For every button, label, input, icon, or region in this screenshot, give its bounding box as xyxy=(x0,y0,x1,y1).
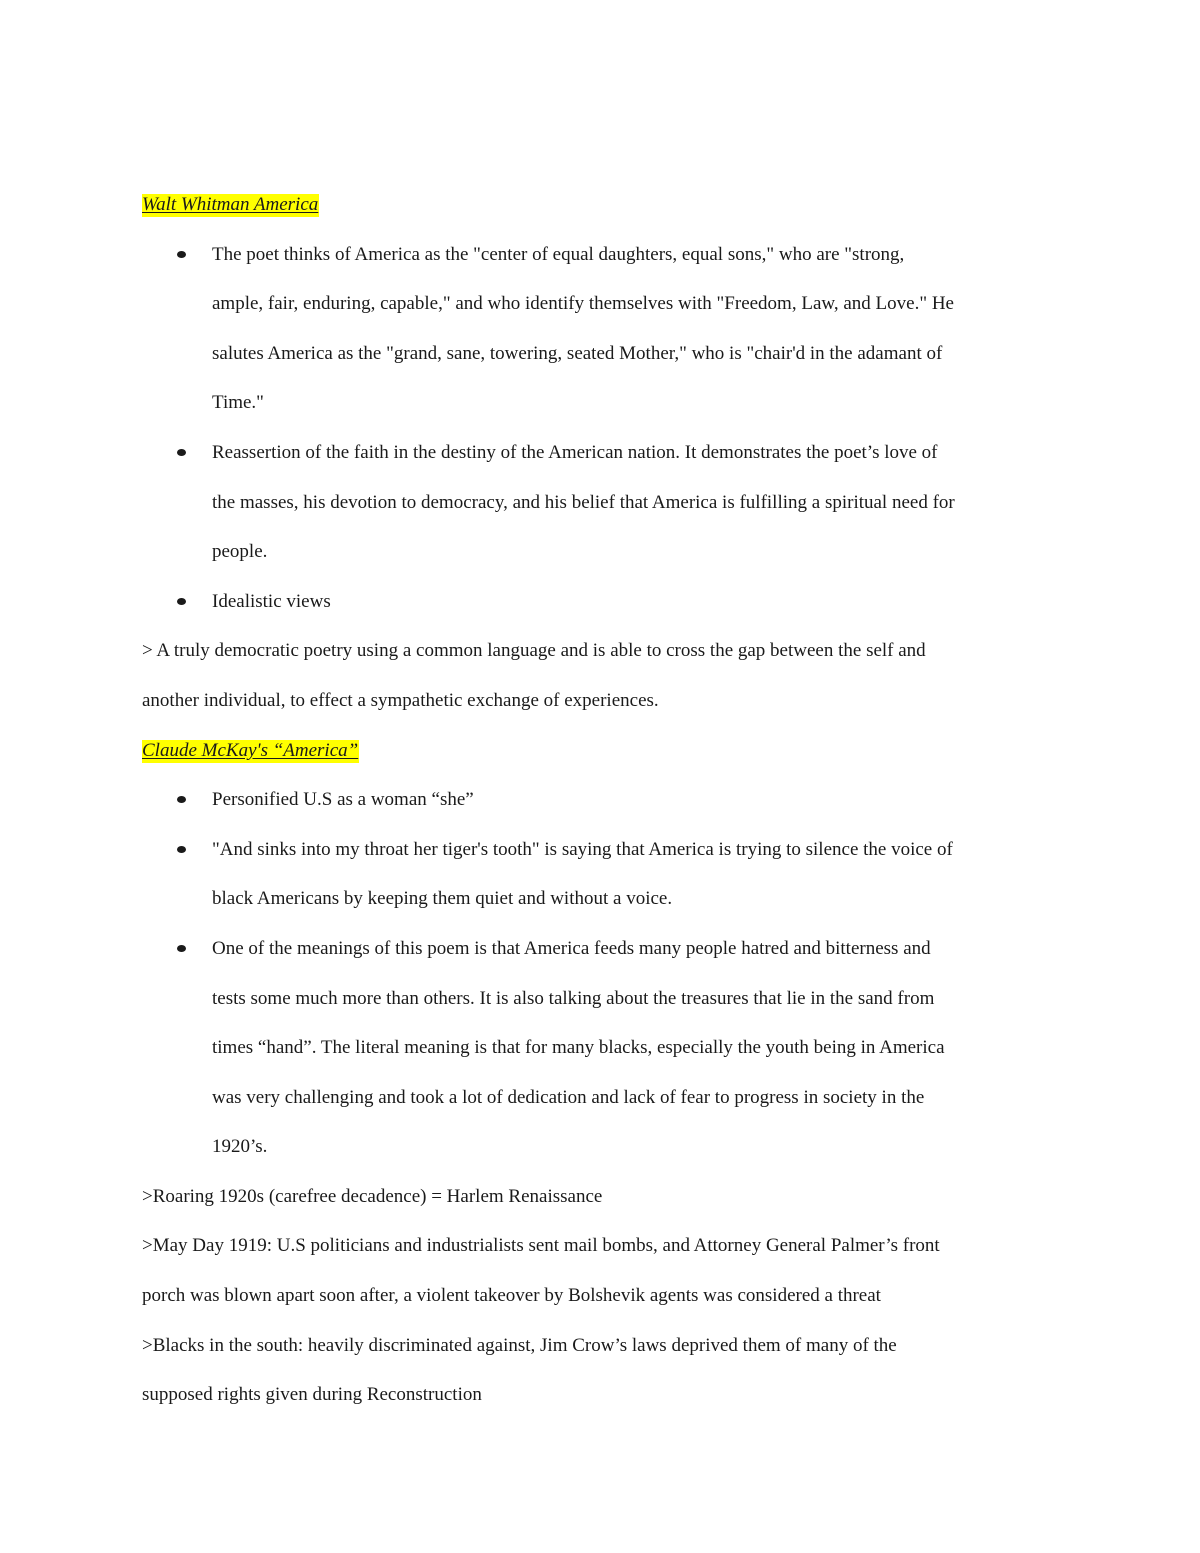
bullet-dot-icon xyxy=(177,449,186,456)
bullet-line: times “hand”. The literal meaning is that for many blacks, especially the youth being in America xyxy=(212,1037,945,1059)
bullet-item xyxy=(142,932,1067,1180)
bullet-line: tests some much more than others. It is also talking about the treasures that lie in the sand from xyxy=(212,987,935,1009)
note-paragraph xyxy=(142,1229,1067,1328)
section-heading xyxy=(142,188,1067,238)
bullet-dot-icon xyxy=(177,846,186,853)
note-paragraph xyxy=(142,634,1067,733)
note-paragraph xyxy=(142,1180,1067,1230)
bullet-item xyxy=(142,238,1067,436)
bullet-line: Time." xyxy=(212,392,264,414)
bullet-dot-icon xyxy=(177,251,186,258)
note-paragraph xyxy=(142,1329,1067,1428)
bullet-line: Idealistic views xyxy=(142,585,1067,635)
section-heading-text: Claude McKay's “America” xyxy=(142,739,359,761)
bullet-dot-icon xyxy=(177,796,186,803)
bullet-dot-icon xyxy=(177,945,186,952)
note-line: >Blacks in the south: heavily discriminated against, Jim Crow’s laws deprived them of many of the xyxy=(142,1334,897,1356)
bullet-line: salutes America as the "grand, sane, towering, seated Mother," who is "chair'd in the adamant of xyxy=(212,342,943,364)
bullet-line: Reassertion of the faith in the destiny of the American nation. It demonstrates the poet’s love of xyxy=(142,436,1067,486)
bullet-line: The poet thinks of America as the "center of equal daughters, equal sons," who are "strong, xyxy=(142,238,1067,288)
bullet-line: "And sinks into my throat her tiger's tooth" is saying that America is trying to silence the voice of xyxy=(142,833,1067,883)
bullet-line: 1920’s. xyxy=(212,1136,268,1158)
bullet-item xyxy=(142,833,1067,932)
bullet-line: the masses, his devotion to democracy, and his belief that America is fulfilling a spiritual need for xyxy=(212,491,955,513)
bullet-item xyxy=(142,436,1067,585)
note-line: porch was blown apart soon after, a violent takeover by Bolshevik agents was considered a threat xyxy=(142,1285,881,1307)
bullet-line: people. xyxy=(212,541,268,563)
note-line: > A truly democratic poetry using a common language and is able to cross the gap between the self and xyxy=(142,640,926,662)
section-heading-text: Walt Whitman America xyxy=(142,194,319,215)
bullet-line: ample, fair, enduring, capable," and who identify themselves with "Freedom, Law, and Love." He xyxy=(212,293,954,315)
note-line: supposed rights given during Reconstruction xyxy=(142,1384,482,1406)
bullet-line: Personified U.S as a woman “she” xyxy=(142,783,1067,833)
note-line: another individual, to effect a sympathetic exchange of experiences. xyxy=(142,689,659,711)
bullet-item xyxy=(142,585,1067,635)
bullet-line: One of the meanings of this poem is that America feeds many people hatred and bitterness and xyxy=(142,932,1067,982)
section-heading xyxy=(142,734,1067,784)
note-line: >May Day 1919: U.S politicians and industrialists sent mail bombs, and Attorney General Palmer’s front xyxy=(142,1235,940,1257)
bullet-line: black Americans by keeping them quiet and without a voice. xyxy=(212,888,673,910)
note-line: >Roaring 1920s (carefree decadence) = Harlem Renaissance xyxy=(142,1185,603,1207)
bullet-line: was very challenging and took a lot of dedication and lack of fear to progress in society in the xyxy=(212,1086,925,1108)
bullet-dot-icon xyxy=(177,598,186,605)
bullet-item xyxy=(142,783,1067,833)
document-body xyxy=(142,188,1067,1428)
